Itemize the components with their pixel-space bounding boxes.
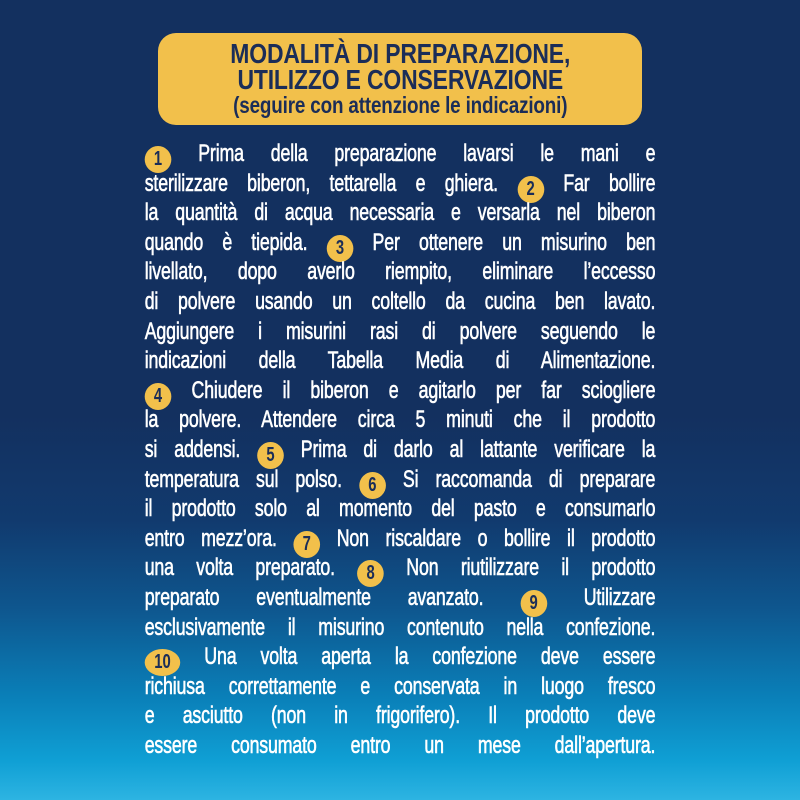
step-badge-3: 3 <box>327 235 354 262</box>
step-badge-10: 10 <box>145 649 181 676</box>
step-badge-4: 4 <box>145 383 172 410</box>
header-title-line1: MODALITÀ DI PREPARAZIONE, <box>230 37 570 69</box>
step-badge-7: 7 <box>293 531 320 558</box>
text-line: di polvere usando un coltello da cucina ben lavato. <box>144 287 656 315</box>
text-line: 10 Una volta aperta la confezione deve essere <box>145 642 656 672</box>
text-line: sterilizzare biberon, tettarella e ghiera. 2 Far bollire <box>145 169 656 199</box>
text-line: temperatura sul polso. 6 Si raccomanda di preparare <box>145 465 656 495</box>
step-badge-5: 5 <box>257 442 284 469</box>
text-line: e asciutto (non in frigorifero). Il prodotto deve <box>144 702 656 730</box>
text-line: 4 Chiudere il biberon e agitarlo per far sciogliere <box>145 376 656 406</box>
step-badge-9: 9 <box>520 590 547 617</box>
header-title <box>230 37 570 118</box>
text-line: la polvere. Attendere circa 5 minuti che il prodotto <box>144 406 656 434</box>
header-box <box>158 33 642 125</box>
step-badge-2: 2 <box>517 176 544 203</box>
text-line: quando è tiepida. 3 Per ottenere un misurino ben <box>145 228 656 258</box>
text-line: una volta preparato. 8 Non riutilizzare il prodotto <box>145 553 656 583</box>
text-line: la quantità di acqua necessaria e versarla nel biberon <box>144 199 656 227</box>
step-badge-1: 1 <box>145 146 172 173</box>
text-line: indicazioni della Tabella Media di Alimentazione. <box>144 347 656 375</box>
text-line: 1 Prima della preparazione lavarsi le mani e <box>145 139 656 169</box>
text-line: livellato, dopo averlo riempito, eliminare l’eccesso <box>144 258 656 286</box>
text-line: Aggiungere i misurini rasi di polvere seguendo le <box>144 317 656 345</box>
text-line: preparato eventualmente avanzato. 9 Utilizzare <box>145 583 656 613</box>
text-line: essere consumato entro un mese dall’apertura. <box>144 731 656 759</box>
text-line: il prodotto solo al momento del pasto e consumarlo <box>144 495 656 523</box>
text-line: entro mezz’ora. 7 Non riscaldare o bollire il prodotto <box>145 524 656 554</box>
header-title-line2: UTILIZZO E CONSERVAZIONE <box>237 63 563 95</box>
header-subtitle: (seguire con attenzione le indicazioni) <box>232 91 568 118</box>
step-badge-6: 6 <box>359 472 386 499</box>
text-line: richiusa correttamente e conservata in luogo fresco <box>144 672 656 700</box>
instructions-text <box>145 139 656 760</box>
step-badge-8: 8 <box>357 560 384 587</box>
text-line: esclusivamente il misurino contenuto nella confezione. <box>144 613 656 641</box>
text-line: si addensi. 5 Prima di darlo al lattante verificare la <box>145 435 656 465</box>
